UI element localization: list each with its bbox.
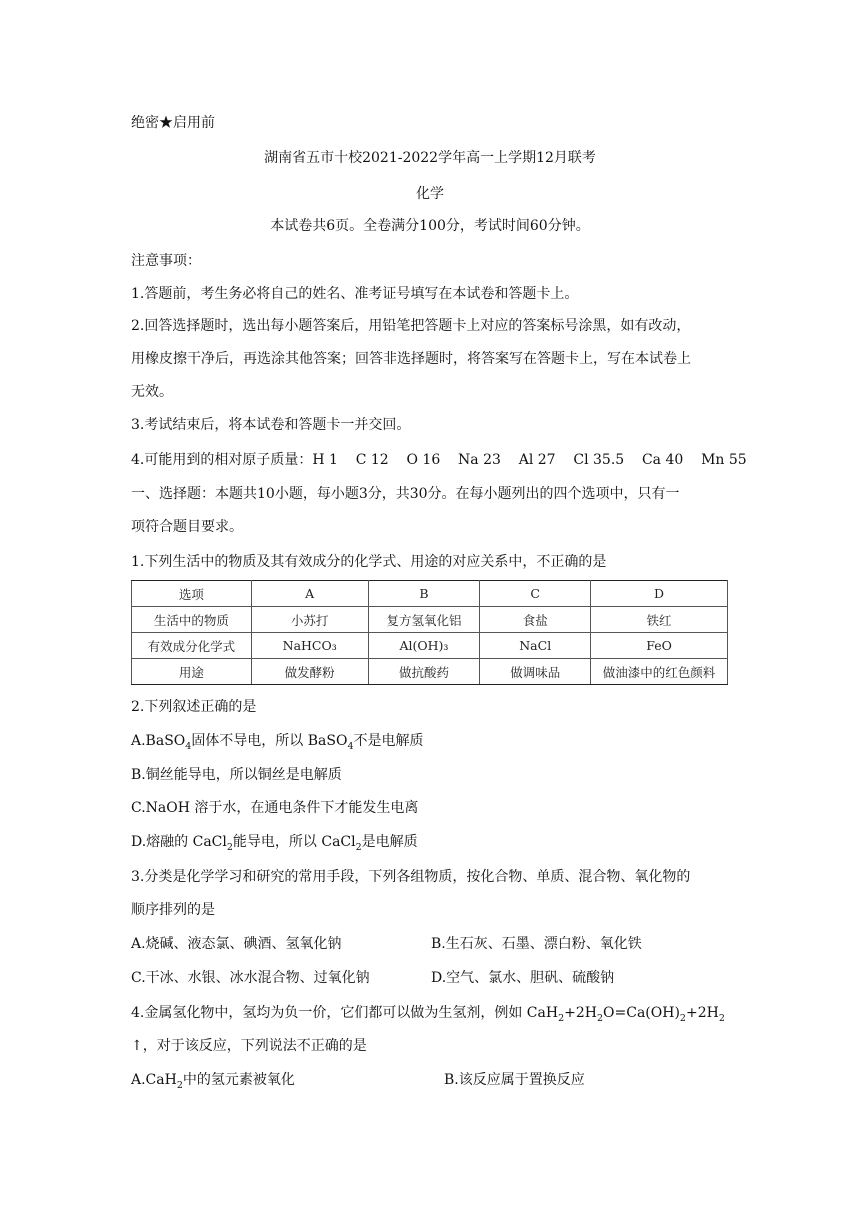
table-row — [132, 633, 728, 659]
question-2-option-a: A.BaSO$_4$固体不导电，所以 BaSO$_4$不是电解质 — [131, 733, 424, 752]
note-3: 3.考试结束后，将本试卷和答题卡一并交回。 — [131, 417, 411, 433]
table-cell: 铁红 — [591, 607, 728, 633]
question-3-options-row-1 — [131, 934, 731, 954]
question-2-option-d: D.熔融的 CaCl$_2$能导电，所以 CaCl$_2$是电解质 — [131, 834, 418, 853]
question-2-option-c: C.NaOH 溶于水，在通电条件下才能发生电离 — [131, 800, 419, 816]
note-2-line-3: 无效。 — [131, 384, 173, 400]
table-cell: A — [251, 581, 368, 607]
section-heading-line-2: 项符合题目要求。 — [131, 519, 243, 535]
table-cell: 食盐 — [480, 607, 591, 633]
question-4-stem-line-1: 4.金属氢化物中，氢均为负一价，它们都可以做为生氢剂，例如 $CaH_2+2H_2O=Ca(OH)_2+2H_2$ — [131, 1005, 725, 1024]
question-3-stem-line-1: 3.分类是化学学习和研究的常用手段，下列各组物质，按化合物、单质、混合物、氧化物的 — [131, 869, 691, 885]
question-3-option-d: D.空气、氯水、胆矾、硫酸钠 — [431, 970, 615, 986]
question-4-option-a: A.CaH$_2$中的氢元素被氧化 — [131, 1072, 295, 1091]
question-2-stem: 2.下列叙述正确的是 — [131, 699, 257, 715]
table-cell: 生活中的物质 — [132, 607, 252, 633]
table-row — [132, 607, 728, 633]
note-2-line-2: 用橡皮擦干净后，再选涂其他答案；回答非选择题时，将答案写在答题卡上，写在本试卷上 — [131, 351, 691, 367]
table-cell: FeO — [591, 633, 728, 659]
table-cell: 复方氢氧化铝 — [368, 607, 480, 633]
question-4-option-b: B.该反应属于置换反应 — [444, 1072, 585, 1088]
table-cell: NaCl — [480, 633, 591, 659]
secret-label: 绝密★启用前 — [131, 115, 215, 131]
table-cell: D — [591, 581, 728, 607]
table-cell: 小苏打 — [251, 607, 368, 633]
table-cell: 有效成分化学式 — [132, 633, 252, 659]
question-3-stem-line-2: 顺序排列的是 — [131, 902, 215, 918]
table-cell: 做抗酸药 — [368, 659, 480, 685]
question-2-option-b: B.铜丝能导电，所以铜丝是电解质 — [131, 767, 342, 783]
note-4-atomic-masses: 4.可能用到的相对原子质量：H 1 C 12 O 16 Na 23 Al 27 Cl 35.5 Ca 40 Mn 55 — [131, 452, 747, 468]
table-row — [132, 581, 728, 607]
exam-info: 本试卷共6页。全卷满分100分，考试时间60分钟。 — [270, 218, 590, 234]
question-1-stem: 1.下列生活中的物质及其有效成分的化学式、用途的对应关系中，不正确的是 — [131, 554, 607, 570]
question-4-stem-line-2: ↑，对于该反应，下列说法不正确的是 — [131, 1038, 367, 1054]
table-row — [132, 659, 728, 685]
note-2-line-1: 2.回答选择题时，选出每小题答案后，用铅笔把答题卡上对应的答案标号涂黑，如有改动， — [131, 318, 691, 334]
subject-title: 化学 — [416, 186, 444, 202]
exam-title: 湖南省五市十校2021-2022学年高一上学期12月联考 — [264, 150, 596, 166]
table-cell: B — [368, 581, 480, 607]
table-cell: NaHCO₃ — [251, 633, 368, 659]
question-3-option-c: C.干冰、水银、冰水混合物、过氧化钠 — [131, 970, 370, 986]
table-cell: 用途 — [132, 659, 252, 685]
table-cell: 做发酵粉 — [251, 659, 368, 685]
question-3-option-b: B.生石灰、石墨、漂白粉、氧化铁 — [431, 936, 642, 952]
table-cell: 做调味品 — [480, 659, 591, 685]
section-heading-line-1: 一、选择题：本题共10小题，每小题3分，共30分。在每小题列出的四个选项中，只有一 — [131, 486, 680, 502]
note-1: 1.答题前，考生务必将自己的姓名、准考证号填写在本试卷和答题卡上。 — [131, 286, 579, 302]
table-cell: C — [480, 581, 591, 607]
table-cell: Al(OH)₃ — [368, 633, 480, 659]
notes-heading: 注意事项： — [131, 253, 201, 269]
table-cell: 选项 — [132, 581, 252, 607]
question-3-options-row-2 — [131, 968, 731, 988]
question-4-options-row-1 — [131, 1070, 731, 1090]
question-3-option-a: A.烧碱、液态氯、碘酒、氢氧化钠 — [131, 936, 342, 952]
question-1-table — [131, 580, 728, 685]
table-cell: 做油漆中的红色颜料 — [591, 659, 728, 685]
